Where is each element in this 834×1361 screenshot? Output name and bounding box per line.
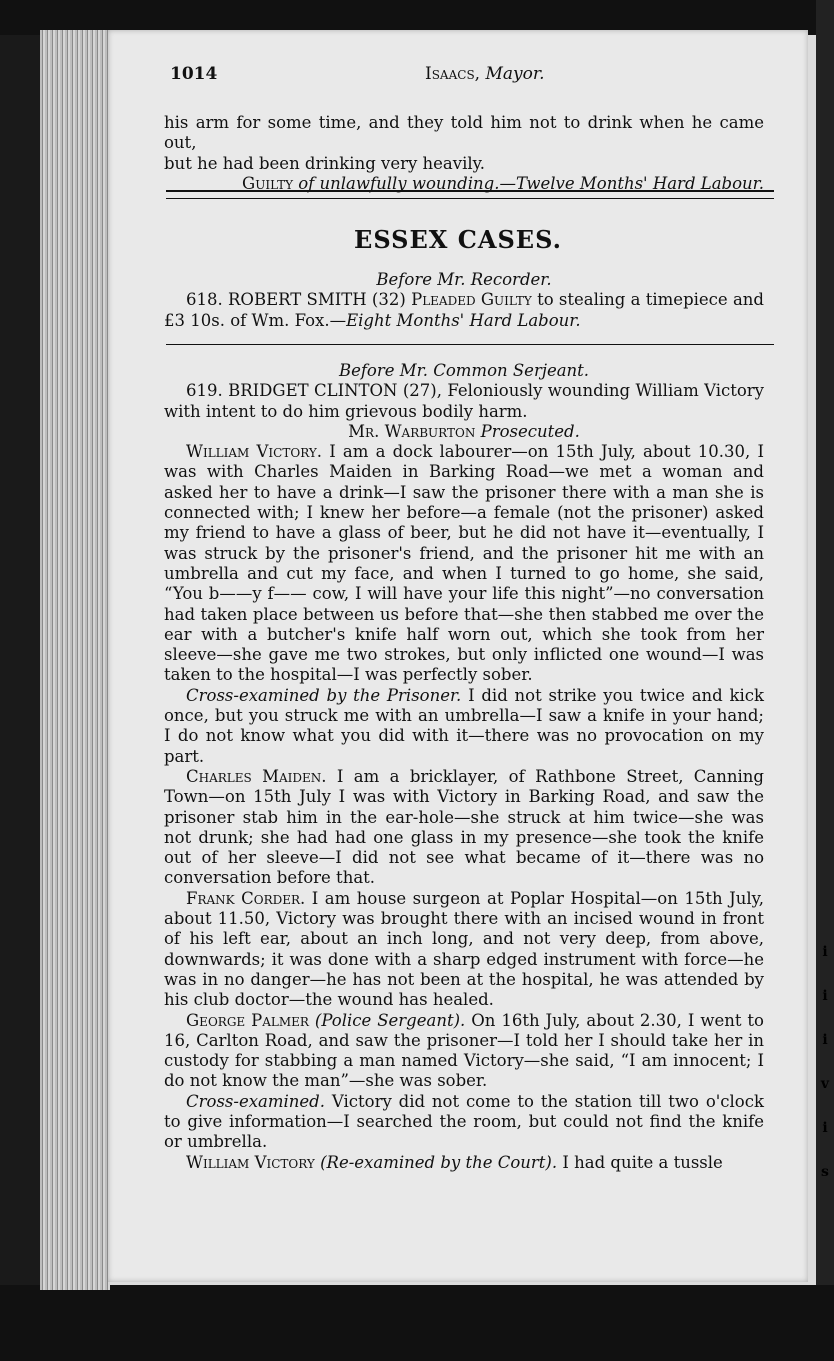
testimony-text: I am a dock labourer—on 15th July, about 10.30, I was with Charles Maiden in Barking Road—we met a woman and asked her to have a drink—I saw the prisoner there with a man she is connected with; I knew her before—a female (not the prisoner) asked my friend to have a glass of beer, but he did not have it—eventually, I was struck by the prisoner's friend, and the prisoner hit me with an umbrella and cut my face, and when I turned to go home, she said, “You b——y f—— cow, I will have your life this night”—no conversation had taken place between us before that—she then stabbed me over the ear with a butcher's knife half worn out, which she took from her sleeve—she gave me two strokes, but only inflicted one wound—I was taken to the hospital—I was perfectly sober. <box>164 442 764 685</box>
document-page <box>108 30 808 1282</box>
text-line: but he had been drinking very heavily. <box>164 153 486 173</box>
witness-name: George Palmer <box>186 1010 309 1030</box>
testimony-corder <box>164 889 764 1011</box>
testimony-text: On 16th July, about 2.30, I went to 16, Carlton Road, and saw the prisoner—I told her I should take her in custody for stabbing a man named Victory—she said, “I am innocent; I do not know the man”—she was sober. <box>164 1010 764 1091</box>
testimony-text: I did not strike you twice and kick once, but you struck me with an umbrella—I saw a knife in your hand; I do not know what you did with it—there was no provocation on my part. <box>164 685 764 766</box>
testimony-text: Victory did not come to the station till two o'clock to give information—I searched the room, but could not find the knife or umbrella. <box>164 1091 764 1152</box>
re-examination-victory <box>164 1153 764 1173</box>
margin-mark: i <box>822 1032 828 1048</box>
cross-examination <box>164 1092 764 1153</box>
case-number-name: 618. ROBERT SMITH (32) <box>186 290 406 310</box>
margin-mark: i <box>822 944 828 960</box>
section-title: ESSEX CASES. <box>354 225 562 254</box>
cross-examination-prisoner <box>164 686 764 767</box>
testimony-maiden <box>164 767 764 889</box>
testimony-text: I am house surgeon at Poplar Hospital—on 15th July, about 11.50, Victory was brought there with an incised wound in front of his left ear, about an inch long, and not very deep, from above, downwards; it was done with a sharp edged instrument with force—he was in no danger—he has not been at the hospital, he was attended by his club doctor—the wound has healed. <box>164 888 764 1010</box>
prosecuted-label: Prosecuted. <box>475 421 580 441</box>
witness-name: Frank Corder. <box>186 888 306 908</box>
margin-mark: i <box>822 988 828 1004</box>
margin-mark: s <box>821 1164 829 1180</box>
sentence: Eight Months' Hard Labour. <box>346 310 581 330</box>
page-number: 1014 <box>170 64 218 84</box>
testimony-palmer <box>164 1011 764 1092</box>
cross-examination-label: Cross-examined by the Prisoner. <box>186 685 462 705</box>
witness-role: (Police Sergeant). <box>308 1010 466 1030</box>
running-head <box>425 64 545 84</box>
text-line: his arm for some time, and they told him not to drink when he came out, <box>164 113 764 153</box>
book-page-edges <box>40 30 110 1290</box>
margin-mark: i <box>822 1120 828 1136</box>
verdict-text: of unlawfully wounding.—Twelve Months' Hard Labour. <box>293 173 764 193</box>
case-618 <box>164 270 764 331</box>
verdict-prefix: Guilty <box>242 173 293 193</box>
case-619 <box>164 355 764 1173</box>
testimony-text: I had quite a tussle <box>557 1152 723 1172</box>
prosecutor-name: Mr. Warburton <box>348 421 476 441</box>
running-head-title: Mayor. <box>485 64 545 84</box>
continued-case-text <box>164 113 764 194</box>
margin-mark: v <box>820 1076 830 1092</box>
section-divider <box>166 190 774 199</box>
page-header <box>170 64 790 88</box>
witness-name: William Victory. <box>186 442 323 462</box>
prosecution-line <box>164 422 764 442</box>
court-before-line: Before Mr. Common Serjeant. <box>338 361 590 380</box>
case-619-heading: 619. BRIDGET CLINTON (27), Feloniously wounding William Victory with intent to do him grievous bodily harm. <box>164 381 764 421</box>
testimony-victory <box>164 442 764 686</box>
scan-bottom-border <box>0 1285 834 1361</box>
court-before-line: Before Mr. Recorder. <box>376 270 552 289</box>
adjacent-page-fragment <box>818 930 832 1194</box>
re-examination-label: (Re-examined by the Court). <box>314 1152 558 1172</box>
witness-name: Charles Maiden. <box>186 766 327 786</box>
cross-examination-label: Cross-examined. <box>186 1091 325 1111</box>
charge-text: to stealing a timepiece and £3 10s. of Wm. Fox.— <box>164 290 764 330</box>
witness-name: William Victory <box>186 1152 315 1172</box>
case-618-text <box>164 290 764 331</box>
testimony-text: I am a bricklayer, of Rathbone Street, Canning Town—on 15th July I was with Victory in Barking Road, and saw the prisoner stab him in the ear-hole—she struck at him twice—she was not drunk; she had had one glass in my presence—she took the knife out of her sleeve—I did not see what became of it—there was no conversation before that. <box>164 766 764 888</box>
scan-left-border <box>0 0 40 1361</box>
running-head-name: Isaacs, <box>425 64 481 84</box>
plea: Pleaded Guilty <box>405 290 532 310</box>
case-divider <box>166 344 774 345</box>
